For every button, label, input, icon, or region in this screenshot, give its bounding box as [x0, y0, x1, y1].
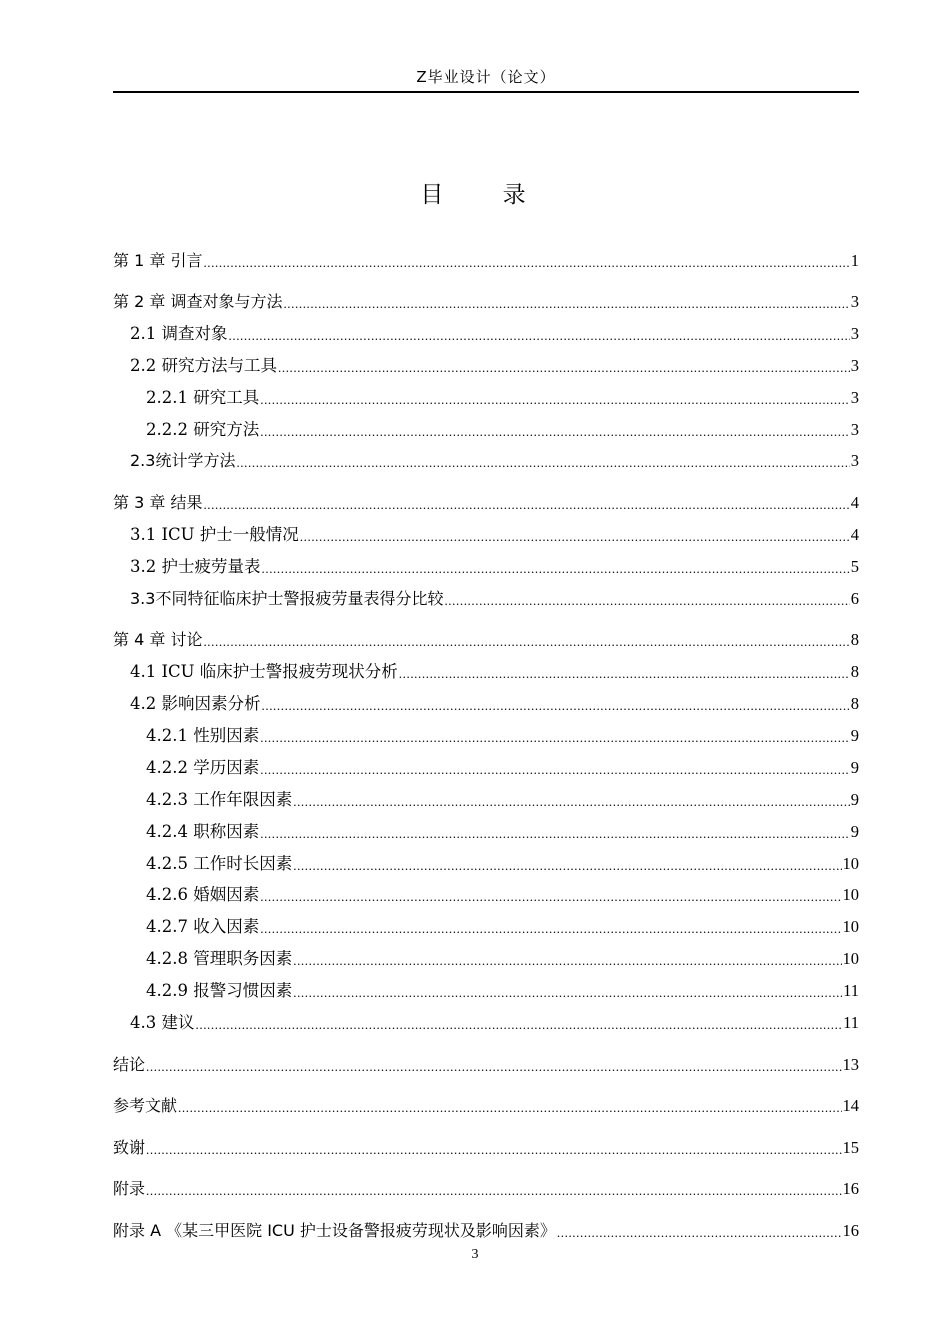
toc-entry-label: 附录 A 《某三甲医院 ICU 护士设备警报疲劳现状及影响因素》 [113, 1221, 556, 1240]
toc-entry-label: 4.2.8 管理职务因素 [146, 949, 293, 968]
toc-entry-label: 4.2.4 职称因素 [146, 822, 260, 841]
toc-entry-page: 9 [850, 726, 859, 745]
toc-entry-label: 4.2.2 学历因素 [146, 758, 260, 777]
toc-entry-3-2[interactable] [113, 554, 859, 578]
toc-leader-dots [262, 697, 850, 715]
toc-leader-dots [260, 920, 841, 938]
toc-leader-dots [300, 528, 850, 546]
toc-entry-label: 3.3不同特征临床护士警报疲劳量表得分比较 [130, 589, 444, 608]
toc-entry-chapter-3[interactable] [113, 490, 859, 514]
toc-leader-dots [229, 327, 850, 345]
toc-entry-label: 第 2 章 调查对象与方法 [113, 292, 283, 311]
toc-entry-4-2-9[interactable] [113, 978, 859, 1002]
toc-entry-label: 4.2.7 收入因素 [146, 917, 260, 936]
toc-entry-page: 6 [850, 589, 859, 608]
toc-leader-dots [260, 423, 850, 441]
toc-entry-page: 16 [842, 1221, 859, 1240]
toc-entry-label: 第 3 章 结果 [113, 493, 203, 512]
toc-leader-dots [203, 254, 849, 272]
toc-leader-dots [203, 633, 849, 651]
toc-entry-label: 结论 [113, 1055, 146, 1074]
toc-entry-4-2-2[interactable] [113, 755, 859, 779]
toc-entry-label: 致谢 [113, 1138, 146, 1157]
header-title: Z毕业设计（论文） [416, 68, 556, 86]
toc-entry-appendix-a[interactable] [113, 1218, 859, 1242]
toc-leader-dots [260, 729, 850, 747]
toc-leader-dots [236, 454, 849, 472]
toc-entry-label: 4.2.1 性别因素 [146, 726, 260, 745]
toc-entry-4-2-8[interactable] [113, 946, 859, 970]
toc-entry-conclusion[interactable] [113, 1052, 859, 1076]
toc-entry-label: 2.2.2 研究方法 [146, 420, 260, 439]
toc-entry-4-2[interactable] [113, 691, 859, 715]
toc-leader-dots [444, 592, 849, 610]
toc-leader-dots [557, 1224, 842, 1242]
toc-entry-label: 4.2.3 工作年限因素 [146, 790, 293, 809]
toc-entry-4-2-7[interactable] [113, 914, 859, 938]
page-header [113, 64, 859, 93]
toc-entry-label: 3.1 ICU 护士一般情况 [130, 525, 299, 544]
toc-leader-dots [146, 1182, 841, 1200]
toc-entry-page: 16 [842, 1179, 859, 1198]
toc-entry-label: 4.2.9 报警习惯因素 [146, 981, 293, 1000]
toc-entry-page: 14 [842, 1096, 859, 1115]
toc-entry-label: 4.2.5 工作时长因素 [146, 854, 293, 873]
toc-entry-page: 3 [850, 324, 859, 343]
toc-entry-label: 4.1 ICU 临床护士警报疲劳现状分析 [130, 662, 398, 681]
toc-entry-label: 4.2 影响因素分析 [130, 694, 261, 713]
toc-title: 目 录 [420, 182, 552, 208]
toc-entry-2-2[interactable] [113, 353, 859, 377]
toc-entry-label: 第 1 章 引言 [113, 251, 203, 270]
toc-entry-page: 10 [842, 917, 859, 936]
toc-entry-4-2-3[interactable] [113, 787, 859, 811]
toc-entry-page: 8 [850, 694, 859, 713]
toc-entry-2-2-1[interactable] [113, 385, 859, 409]
toc-entry-page: 8 [850, 662, 859, 681]
page-number: 3 [471, 1247, 479, 1262]
toc-entry-page: 5 [850, 557, 859, 576]
toc-entry-4-1[interactable] [113, 659, 859, 683]
toc-entry-page: 8 [850, 630, 859, 649]
toc-entry-2-1[interactable] [113, 321, 859, 345]
toc-entry-chapter-2[interactable] [113, 289, 859, 313]
toc-entry-label: 第 4 章 讨论 [113, 630, 203, 649]
toc-entry-3-1[interactable] [113, 522, 859, 546]
toc-leader-dots [178, 1099, 841, 1117]
toc-entry-label: 参考文献 [113, 1096, 178, 1115]
toc-entry-4-2-6[interactable] [113, 882, 859, 906]
toc-entry-appendix[interactable] [113, 1176, 859, 1200]
toc-leader-dots [293, 857, 841, 875]
toc-leader-dots [262, 560, 850, 578]
toc-leader-dots [260, 391, 850, 409]
toc-leader-dots [260, 761, 850, 779]
toc-entry-chapter-4[interactable] [113, 627, 859, 651]
toc-entry-page: 3 [850, 420, 859, 439]
toc-entry-page: 13 [842, 1055, 859, 1074]
toc-entry-4-2-5[interactable] [113, 851, 859, 875]
toc-leader-dots [278, 359, 850, 377]
toc-entry-4-3[interactable] [113, 1010, 859, 1034]
toc-entry-page: 4 [850, 493, 859, 512]
toc-entry-label: 2.3统计学方法 [130, 451, 236, 470]
toc-entry-page: 9 [850, 822, 859, 841]
toc-entry-3-3[interactable] [113, 586, 859, 610]
toc-leader-dots [203, 496, 849, 514]
toc-entry-page: 9 [850, 790, 859, 809]
toc-entry-label: 2.2 研究方法与工具 [130, 356, 277, 375]
toc-leader-dots [196, 1016, 843, 1034]
toc-entry-page: 10 [842, 949, 859, 968]
toc-entry-page: 10 [842, 885, 859, 904]
toc-entry-label: 附录 [113, 1179, 146, 1198]
toc-leader-dots [146, 1141, 841, 1159]
toc-entry-label: 2.1 调查对象 [130, 324, 228, 343]
toc-entry-page: 1 [850, 251, 859, 270]
toc-entry-label: 4.3 建议 [130, 1013, 195, 1032]
toc-entry-page: 3 [850, 356, 859, 375]
toc-entry-references[interactable] [113, 1093, 859, 1117]
toc-entry-label: 2.2.1 研究工具 [146, 388, 260, 407]
toc-entry-2-3[interactable] [113, 448, 859, 472]
toc-entry-page: 11 [843, 981, 859, 1000]
toc-leader-dots [283, 295, 849, 313]
toc-entry-chapter-1[interactable] [113, 248, 859, 272]
toc-entry-label: 4.2.6 婚姻因素 [146, 885, 260, 904]
toc-entry-page: 15 [842, 1138, 859, 1157]
toc-entry-4-2-1[interactable] [113, 723, 859, 747]
toc-entry-page: 4 [850, 525, 859, 544]
toc-entry-4-2-4[interactable] [113, 819, 859, 843]
toc-entry-page: 3 [850, 292, 859, 311]
toc-entry-page: 3 [850, 388, 859, 407]
toc-leader-dots [260, 825, 850, 843]
toc-leader-dots [293, 793, 850, 811]
toc-leader-dots [293, 952, 841, 970]
toc-entry-page: 9 [850, 758, 859, 777]
toc-leader-dots [146, 1058, 841, 1076]
toc-entry-2-2-2[interactable] [113, 417, 859, 441]
toc-leader-dots [293, 984, 842, 1002]
toc-entry-page: 3 [850, 451, 859, 470]
toc-entry-page: 10 [842, 854, 859, 873]
toc-entry-acknowledgements[interactable] [113, 1135, 859, 1159]
toc-entry-label: 3.2 护士疲劳量表 [130, 557, 261, 576]
toc-leader-dots [399, 665, 850, 683]
toc-entry-page: 11 [843, 1013, 859, 1032]
toc-leader-dots [260, 888, 841, 906]
